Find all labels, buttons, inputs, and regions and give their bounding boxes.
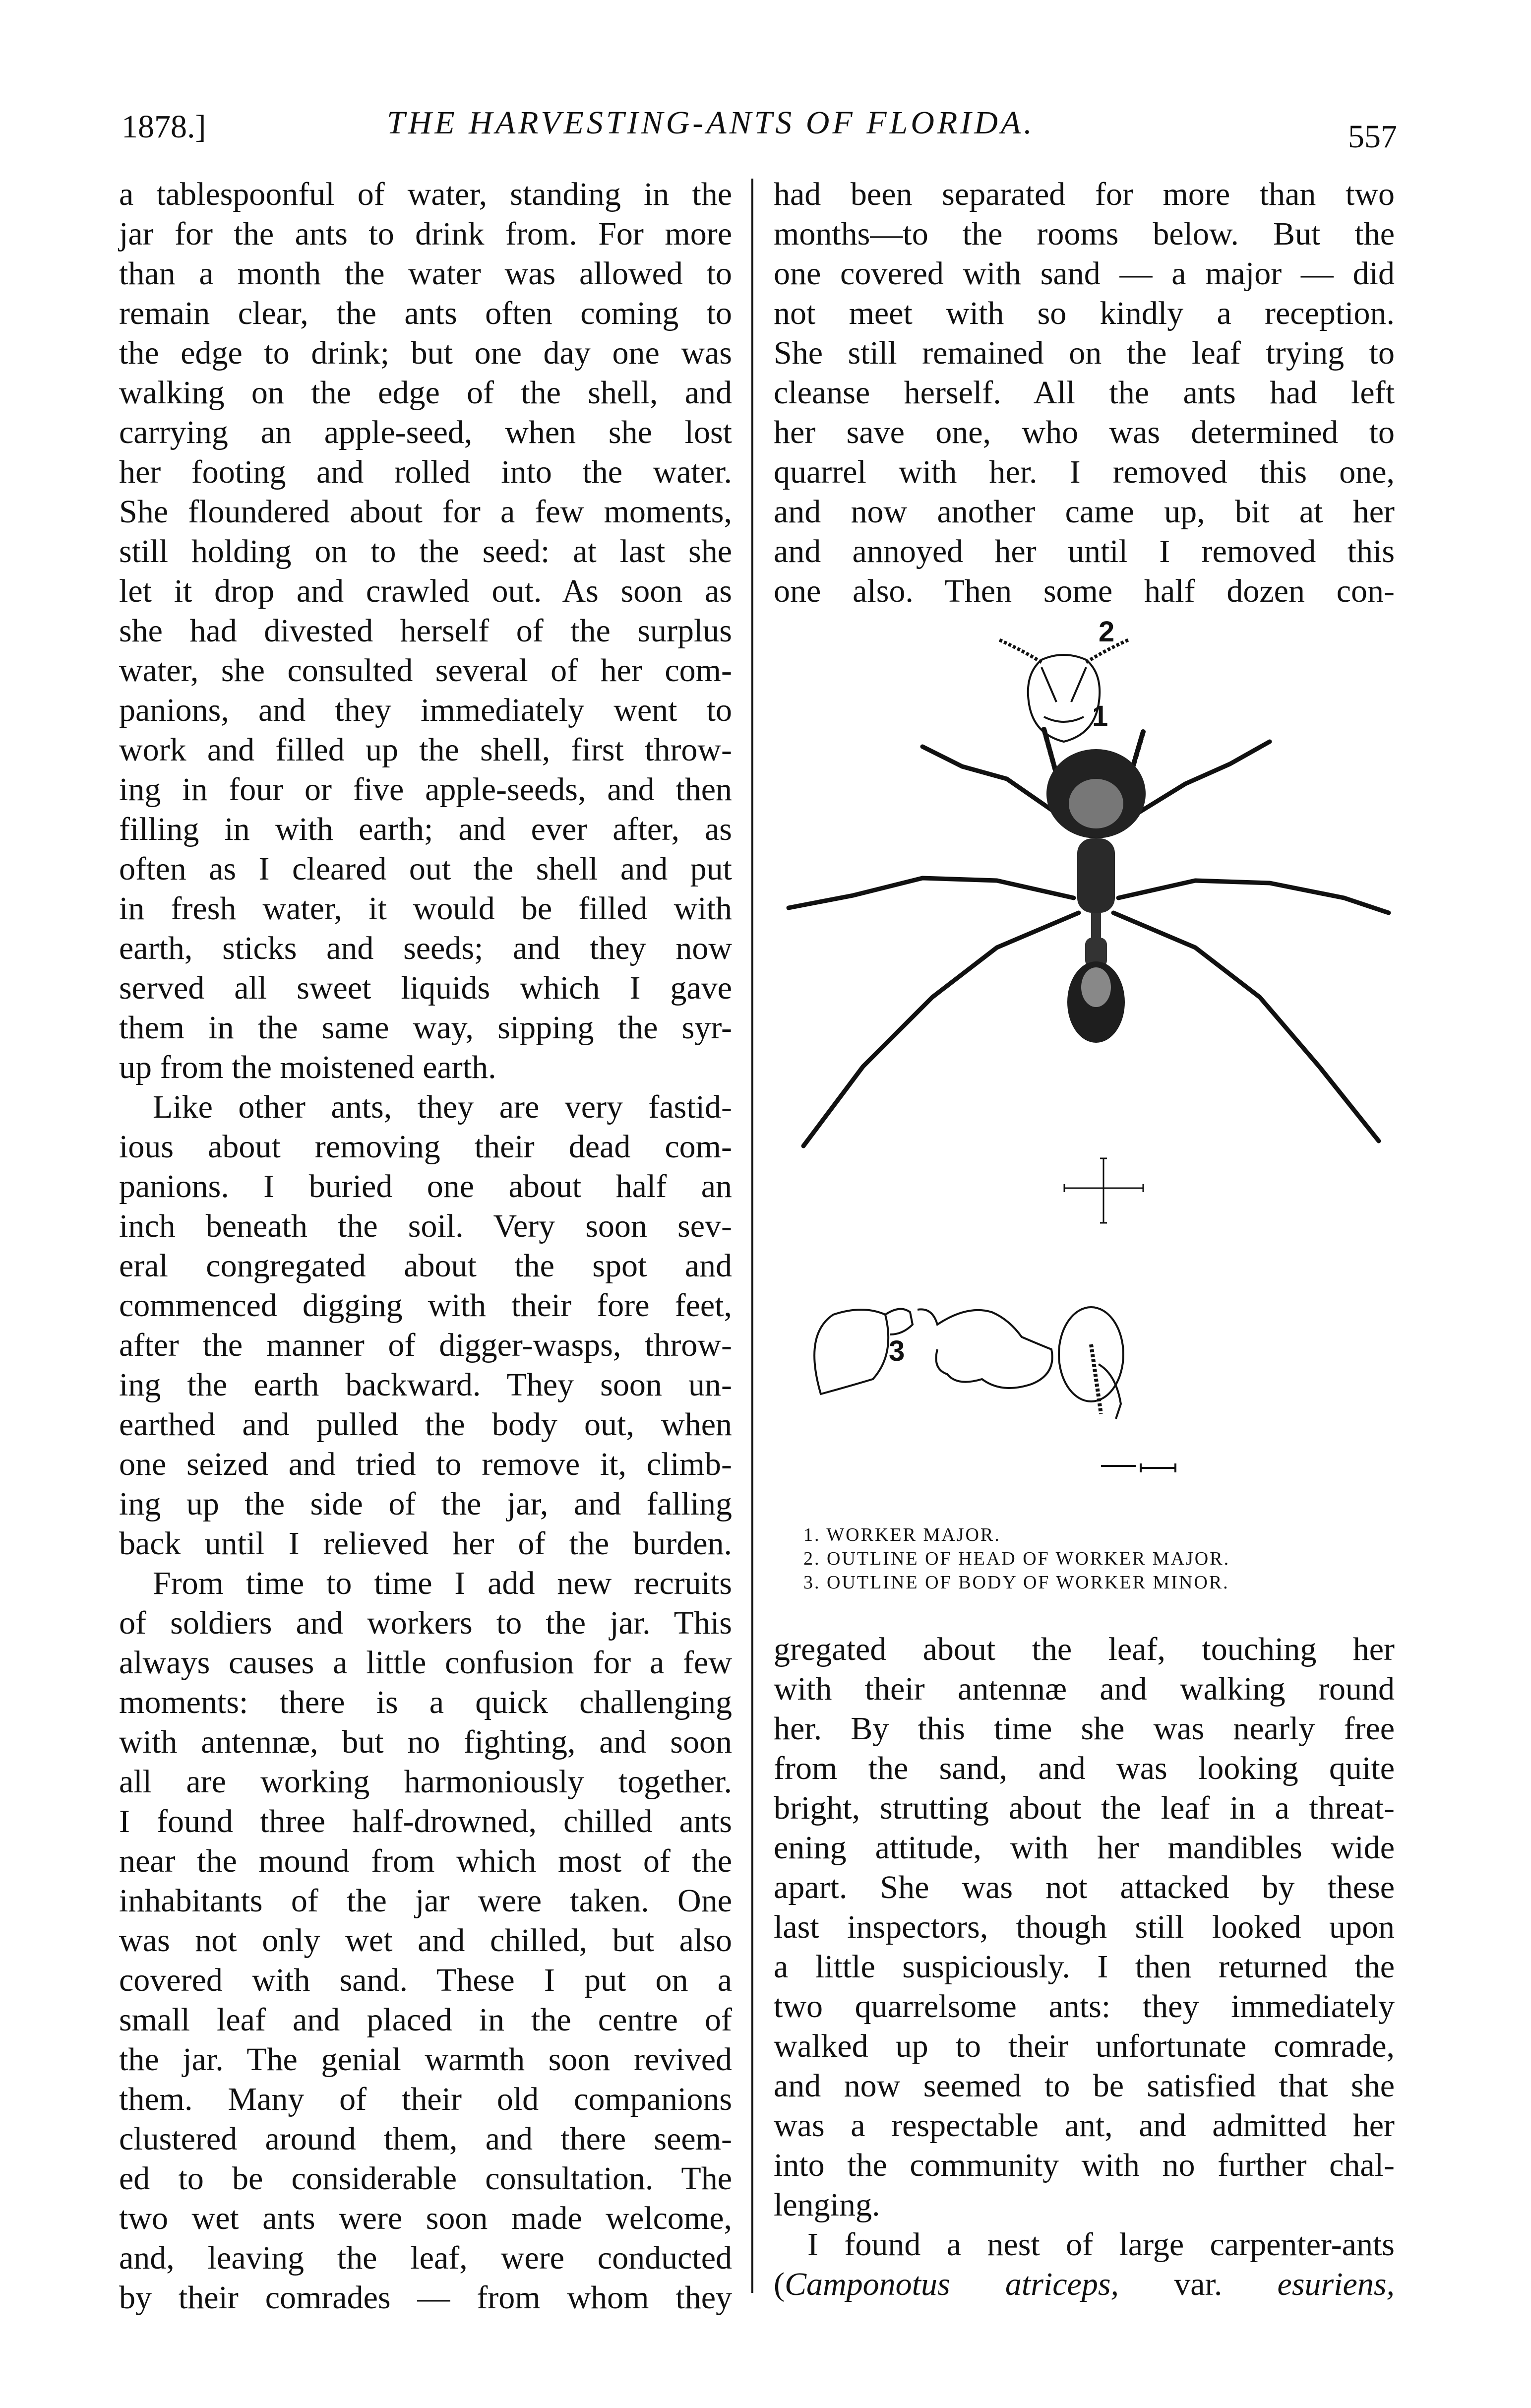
- text-line: a tablespoonful of water, standing in the: [119, 176, 732, 212]
- text-line: panions. I buried one about half an: [119, 1168, 732, 1204]
- text-line: one also. Then some half dozen con-: [774, 573, 1395, 609]
- text-line: ing in four or five apple-seeds, and then: [119, 771, 732, 808]
- page-number: 557: [1348, 119, 1397, 155]
- text-line: moments: there is a quick challenging: [119, 1684, 732, 1720]
- text-line: all are working harmoniously together.: [119, 1764, 732, 1800]
- text-line: months—to the rooms below. But the: [774, 216, 1395, 252]
- text-line: quarrel with her. I removed this one,: [774, 454, 1395, 490]
- figure-label-2: 2: [1099, 616, 1115, 648]
- text-line: earthed and pulled the body out, when: [119, 1406, 732, 1443]
- text-line: always causes a little confusion for a few: [119, 1645, 732, 1681]
- variety-abbrev: var.: [1174, 2266, 1223, 2302]
- text-line: after the manner of digger-wasps, throw-: [119, 1327, 732, 1363]
- text-line: last inspectors, though still looked upon: [774, 1909, 1395, 1945]
- worker-major-figure: [789, 729, 1389, 1146]
- text-line: ious about removing their dead com-: [119, 1129, 732, 1165]
- paragraph-start-line: Like other ants, they are very fastid-: [153, 1089, 732, 1125]
- text-line: she had divested herself of the surplus: [119, 613, 732, 649]
- text-line: and, leaving the leaf, were conducted: [119, 2240, 732, 2276]
- text-line: commenced digging with their fore feet,: [119, 1287, 732, 1324]
- text-line: jar for the ants to drink from. For more: [119, 216, 732, 252]
- text-line: gregated about the leaf, touching her: [774, 1631, 1395, 1667]
- ant-illustration: [774, 616, 1395, 1513]
- text-line: with their antennæ and walking round: [774, 1671, 1395, 1707]
- variety-name: esuriens,: [1277, 2266, 1395, 2302]
- text-line: let it drop and crawled out. As soon as: [119, 573, 732, 609]
- text-line: She still remained on the leaf trying to: [774, 335, 1395, 371]
- text-line: with antennæ, but no fighting, and soon: [119, 1724, 732, 1760]
- text-line: a little suspiciously. I then returned the: [774, 1949, 1395, 1985]
- left-column: [119, 175, 732, 2318]
- text-line: carrying an apple-seed, when she lost: [119, 414, 732, 450]
- text-line: lenging.: [774, 2187, 880, 2223]
- right-column-top: [774, 175, 1395, 611]
- text-line: the jar. The genial warmth soon revived: [119, 2041, 732, 2078]
- species-line: [774, 2265, 1395, 2304]
- text-line: and now seemed to be satisfied that she: [774, 2068, 1395, 2104]
- text-line: She floundered about for a few moments,: [119, 494, 732, 530]
- text-line: served all sweet liquids which I gave: [119, 970, 732, 1006]
- ant-drawing-icon: [774, 620, 1395, 1513]
- running-header: [0, 104, 1531, 164]
- text-line: in fresh water, it would be filled with: [119, 890, 732, 927]
- worker-minor-figure: [814, 1307, 1175, 1472]
- text-line: of soldiers and workers to the jar. This: [119, 1605, 732, 1641]
- text-line: small leaf and placed in the centre of: [119, 2002, 732, 2038]
- text-line: her save one, who was determined to: [774, 414, 1395, 450]
- text-line: her. By this time she was nearly free: [774, 1711, 1395, 1747]
- text-line: apart. She was not attacked by these: [774, 1869, 1395, 1905]
- right-column-bottom: [774, 1630, 1395, 2304]
- figure-label-1: 1: [1092, 700, 1108, 732]
- text-line: covered with sand. These I put on a: [119, 1962, 732, 1998]
- text-line: was a respectable ant, and admitted her: [774, 2107, 1395, 2144]
- text-line: had been separated for more than two: [774, 176, 1395, 212]
- text-line: often as I cleared out the shell and put: [119, 851, 732, 887]
- figure-label-3: 3: [889, 1335, 905, 1367]
- scale-cross: [1064, 1158, 1143, 1223]
- column-divider: [751, 179, 753, 2293]
- text-line: earth, sticks and seeds; and they now: [119, 930, 732, 966]
- text-line: one seized and tried to remove it, climb-: [119, 1446, 732, 1482]
- running-year: 1878.]: [122, 109, 206, 145]
- text-line: eral congregated about the spot and: [119, 1248, 732, 1284]
- text-line: inch beneath the soil. Very soon sev-: [119, 1208, 732, 1244]
- species-name: atriceps,: [1005, 2266, 1119, 2302]
- caption-1: 1. WORKER MAJOR.: [803, 1524, 1001, 1545]
- text-line: I found three half-drowned, chilled ants: [119, 1803, 732, 1839]
- open-paren: (: [774, 2266, 785, 2302]
- text-line: her footing and rolled into the water.: [119, 454, 732, 490]
- text-line: them in the same way, sipping the syr-: [119, 1010, 732, 1046]
- text-line: by their comrades — from whom they: [119, 2280, 732, 2316]
- text-line: inhabitants of the jar were taken. One: [119, 1883, 732, 1919]
- text-line: panions, and they immediately went to: [119, 692, 732, 728]
- text-line: than a month the water was allowed to: [119, 255, 732, 292]
- text-line: remain clear, the ants often coming to: [119, 295, 732, 331]
- text-line: clustered around them, and there seem-: [119, 2121, 732, 2157]
- text-line: filling in with earth; and ever after, as: [119, 811, 732, 847]
- text-line: back until I relieved her of the burden.: [119, 1525, 732, 1562]
- paragraph-start-line: I found a nest of large carpenter-ants: [807, 2226, 1395, 2263]
- text-line: ing up the side of the jar, and falling: [119, 1486, 732, 1522]
- head-outline-figure: [999, 640, 1128, 742]
- text-line: ed to be considerable consultation. The: [119, 2160, 732, 2197]
- text-line: bright, strutting about the leaf in a threat-: [774, 1790, 1395, 1826]
- text-line: up from the moistened earth.: [119, 1049, 496, 1085]
- text-line: walked up to their unfortunate comrade,: [774, 2028, 1395, 2064]
- text-line: one covered with sand — a major — did: [774, 255, 1395, 292]
- genus-name: Camponotus: [784, 2266, 950, 2302]
- text-line: and now another came up, bit at her: [774, 494, 1395, 530]
- caption-3: 3. OUTLINE OF BODY OF WORKER MINOR.: [803, 1572, 1229, 1593]
- running-title: THE HARVESTING-ANTS OF FLORIDA.: [387, 105, 1035, 141]
- text-line: cleanse herself. All the ants had left: [774, 375, 1395, 411]
- paragraph-start-line: From time to time I add new recruits: [153, 1565, 732, 1601]
- text-line: and annoyed her until I removed this: [774, 533, 1395, 570]
- text-line: into the community with no further chal-: [774, 2147, 1395, 2183]
- text-line: water, she consulted several of her com-: [119, 652, 732, 689]
- text-line: near the mound from which most of the: [119, 1843, 732, 1879]
- text-line: walking on the edge of the shell, and: [119, 375, 732, 411]
- caption-2: 2. OUTLINE OF HEAD OF WORKER MAJOR.: [803, 1548, 1230, 1569]
- text-line: them. Many of their old companions: [119, 2081, 732, 2117]
- text-line: was not only wet and chilled, but also: [119, 1922, 732, 1959]
- text-line: two wet ants were soon made welcome,: [119, 2200, 732, 2236]
- text-line: work and filled up the shell, first throw-: [119, 732, 732, 768]
- figure-captions: [803, 1523, 1399, 1594]
- text-line: not meet with so kindly a reception.: [774, 295, 1395, 331]
- text-line: the edge to drink; but one day one was: [119, 335, 732, 371]
- text-line: still holding on to the seed: at last she: [119, 533, 732, 570]
- text-line: from the sand, and was looking quite: [774, 1750, 1395, 1786]
- text-line: ing the earth backward. They soon un-: [119, 1367, 732, 1403]
- text-line: two quarrelsome ants: they immediately: [774, 1988, 1395, 2025]
- text-line: ening attitude, with her mandibles wide: [774, 1830, 1395, 1866]
